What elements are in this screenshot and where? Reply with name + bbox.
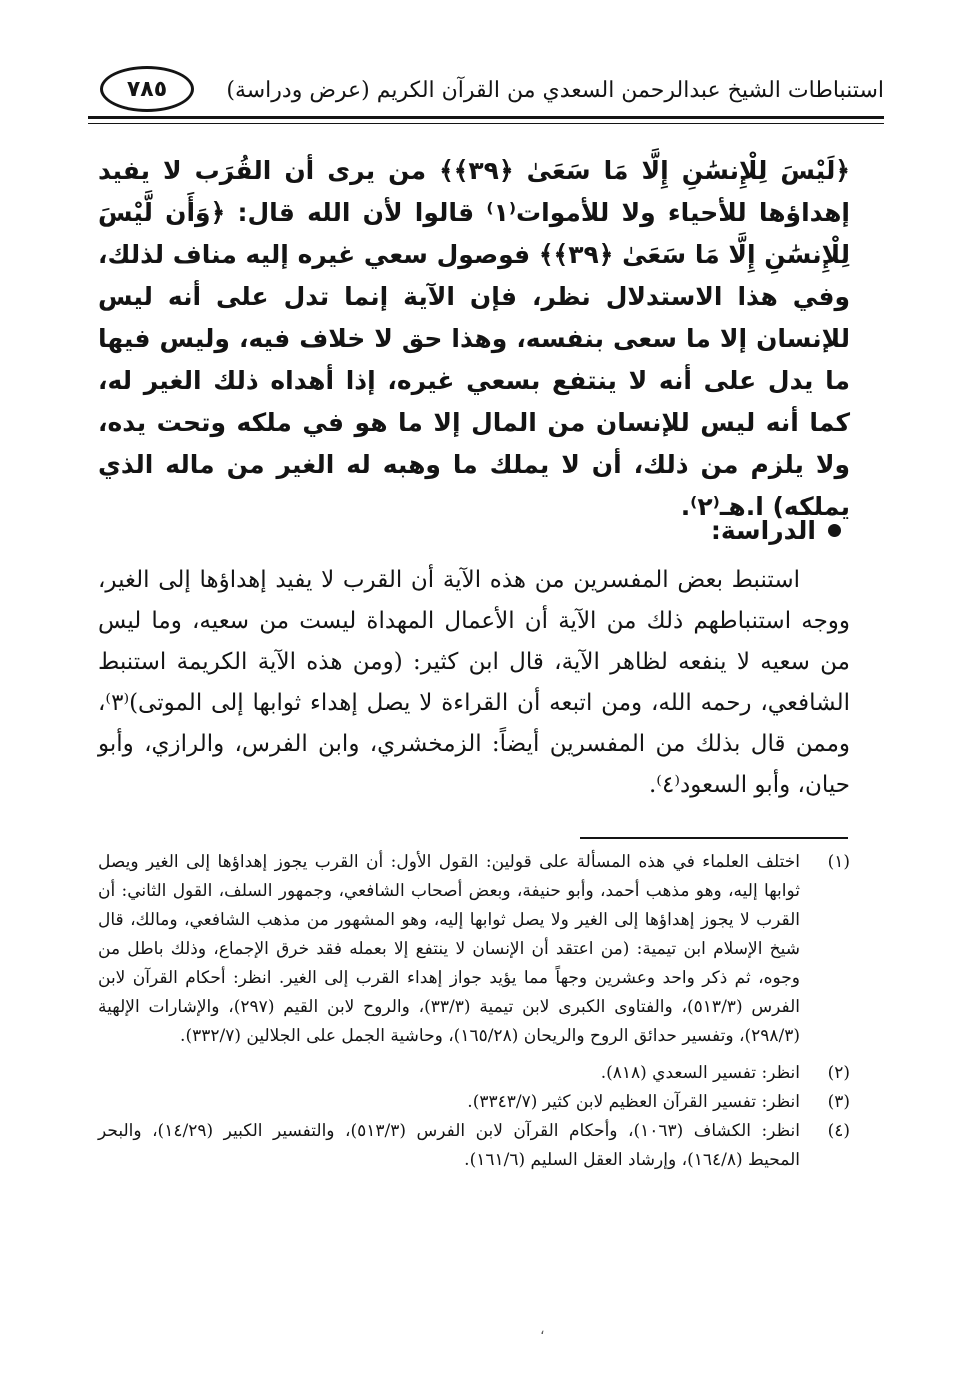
footnote-text: انظر: تفسير القرآن العظيم لابن كثير (٣٣٤٣/٧). xyxy=(467,1092,800,1112)
footnote-separator xyxy=(580,837,848,839)
header-rule-thick xyxy=(88,116,884,119)
study-section xyxy=(98,560,850,806)
bullet-icon xyxy=(828,524,841,537)
footnote-text: اختلف العلماء في هذه المسألة على قولين: القول الأول: أن القرب يجوز إهداؤها إلى الغير ويصل ثوابها إليه، وهو مذهب أحمد، وأبو حنيفة، وبعض أصحاب الشافعي، وجمهور السلف، القول الثاني: أن القرب لا يجوز إهداؤها إلى الغير ولا يصل ثوابها إليه، وهو المشهور من مذهب الشافعي، ومالك، قال شيخ الإسلام ابن تيمية: (من اعتقد أن الإنسان لا ينتفع إلا بعمله فقد خرق الإجماع، وذلك باطل من وجوه، ثم ذكر واحد وعشرين وجهاً مما يؤيد جواز إهداء القرب إلى الغير. انظر: أحكام القرآن لابن الفرس (٥١٣/٣)، والفتاوى الكبرى لابن تيمية (٣٣/٣)، والروح لابن القيم (٢٩٧)، والإشارات الإلهية (٢٩٨/٣)، وتفسير حدائق الروح والريحان (١٦٥/٢٨)، وحاشية الجمل على الجلالين (٣٣٢/٧). xyxy=(98,852,801,1046)
study-heading-text: الدراسة: xyxy=(710,516,816,545)
footnote-1 xyxy=(98,848,850,1051)
running-title: استنباطات الشيخ عبدالرحمن السعدي من القرآن الكريم (عرض ودراسة) xyxy=(226,78,884,103)
footnote-3 xyxy=(98,1088,850,1117)
quoted-passage xyxy=(98,150,850,528)
footnote-2 xyxy=(98,1059,850,1088)
page-number-badge: ٧٨٥ xyxy=(100,66,194,112)
header-rule-thin xyxy=(88,123,884,124)
footnote-text: انظر: تفسير السعدي (٨١٨). xyxy=(600,1063,800,1083)
study-section-heading xyxy=(711,516,841,545)
footnote-4 xyxy=(98,1117,850,1175)
scan-mark: ، xyxy=(540,1322,545,1338)
study-paragraph: استنبط بعض المفسرين من هذه الآية أن القرب لا يفيد إهداؤها إلى الغير، ووجه استنباطهم ذلك من الآية أن الأعمال المهداة ليست من سعيه، وما ليس من سعيه لا ينفعه لظاهر الآية، قال ابن كثير: (ومن هذه الآية الكريمة استنبط الشافعي، رحمه الله، ومن اتبعه أن القراءة لا يصل إهداء ثوابها إلى الموتى)⁽٣⁾، وممن قال بذلك من المفسرين أيضاً: الزمخشري، وابن الفرس، والرازي، وأبو حيان، وأبو السعود⁽٤⁾. xyxy=(98,567,850,798)
footnote-number: (٤) xyxy=(827,1121,850,1141)
footnote-number: (٢) xyxy=(827,1063,850,1083)
footnotes xyxy=(98,848,850,1175)
quoted-passage-text: ﴿لَيْسَ لِلْإِنسَٰنِ إِلَّا مَا سَعَىٰ ﴿٣٩﴾﴾ من يرى أن القُرَب لا يفيد إهداؤها للأحياء ولا للأموات⁽١⁾ قالوا لأن الله قال: ﴿وَأَن لَّيْسَ لِلْإِنسَٰنِ إِلَّا مَا سَعَىٰ ﴿٣٩﴾﴾ فوصول سعي غيره إليه مناف لذلك، وفي هذا الاستدلال نظر، فإن الآية إنما تدل على أنه ليس للإنسان إلا ما سعى بنفسه، وهذا حق لا خلاف فيه، وليس فيها ما يدل على أنه لا ينتفع بسعي غيره، إذا أهداه ذلك الغير له، كما أنه ليس للإنسان من المال إلا ما هو في ملكه وتحت يده، ولا يلزم من ذلك، أن لا يملك ما وهبه له الغير من ماله الذي يملكه) ا.هـ⁽٢⁾. xyxy=(98,156,850,521)
page-header xyxy=(88,60,884,112)
footnote-text: انظر: الكشاف (١٠٦٣)، وأحكام القرآن لابن الفرس (٥١٣/٣)، والتفسير الكبير (١٤/٢٩)، والبحر المحيط (١٦٤/٨)، وإرشاد العقل السليم (١٦١/٦). xyxy=(98,1121,800,1170)
footnote-number: (١) xyxy=(827,852,850,872)
footnote-number: (٣) xyxy=(827,1092,850,1112)
